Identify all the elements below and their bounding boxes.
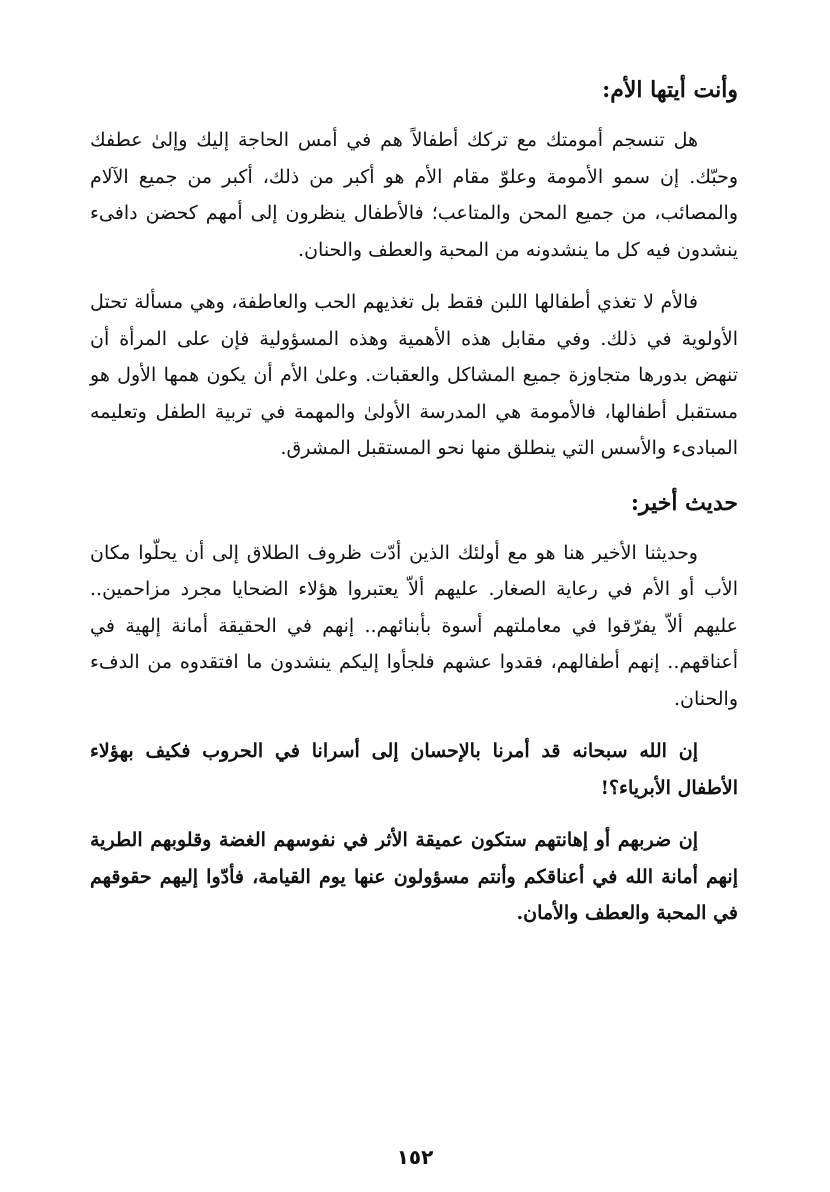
paragraph-harm-warning: إن ضربهم أو إهانتهم ستكون عميقة الأثر في نفوسهم الغضة وقلوبهم الطرية إنهم أمانة الله في أعناقكم وأنتم مسؤولون عنها يوم القيامة، فأدّوا إليهم حقوقهم في المحبة والعطف والأمان. <box>90 829 738 924</box>
paragraph-mother-compassion: هل تنسجم أمومتك مع تركك أطفالاً هم في أمس الحاجة إليك وإلىٰ عطفك وحبّك. إن سمو الأمومة وعلوّ مقام الأم هو أكبر من ذلك، أكبر من جميع الآلام والمصائب، من جميع المحن والمتاعب؛ فالأطفال ينظرون إلى أمهم كحضن دافىء ينشدون فيه كل ما ينشدونه من المحبة والعطف والحنان. <box>90 129 738 261</box>
paragraph-step-parents: وحديثنا الأخير هنا هو مع أولئك الذين أدّت ظروف الطلاق إلى أن يحلّوا مكان الأب أو الأم في رعاية الصغار. عليهم ألاّ يعتبروا هؤلاء الضحايا مجرد مزاحمين.. عليهم ألاّ يفرّقوا في معاملتهم أسوة بأبنائهم.. إنهم في الحقيقة أمانة إلهية في أعناقهم.. إنهم أطفالهم، فقدوا عشهم فلجأوا إليكم ينشدون ما افتقدوه من الدفء والحنان. <box>90 541 738 710</box>
page-number: ١٥٢ <box>396 1145 434 1169</box>
paragraph-kindness-captives: إن الله سبحانه قد أمرنا بالإحسان إلى أسرانا في الحروب فكيف بهؤلاء الأطفال الأبرياء؟! <box>90 740 738 799</box>
page-body <box>90 70 738 1110</box>
section-heading-mother: وأنت أيتها الأم: <box>602 77 738 103</box>
section-heading-last-word: حديث أخير: <box>630 489 738 516</box>
paragraph-mother-role: فالأم لا تغذي أطفالها اللبن فقط بل تغذيهم الحب والعاطفة، وهي مسألة تحتل الأولوية في ذلك. وفي مقابل هذه الأهمية وهذه المسؤولية فإن على المرأة أن تنهض بدورها متجاوزة جميع المشاكل والعقبات. وعلىٰ الأم أن يكون همها الأول هو مستقبل أطفالها، فالأمومة هي المدرسة الأولىٰ والمهمة في تربية الطفل وتعليمه المبادىء والأسس التي ينطلق منها نحو المستقبل المشرق. <box>90 291 738 459</box>
